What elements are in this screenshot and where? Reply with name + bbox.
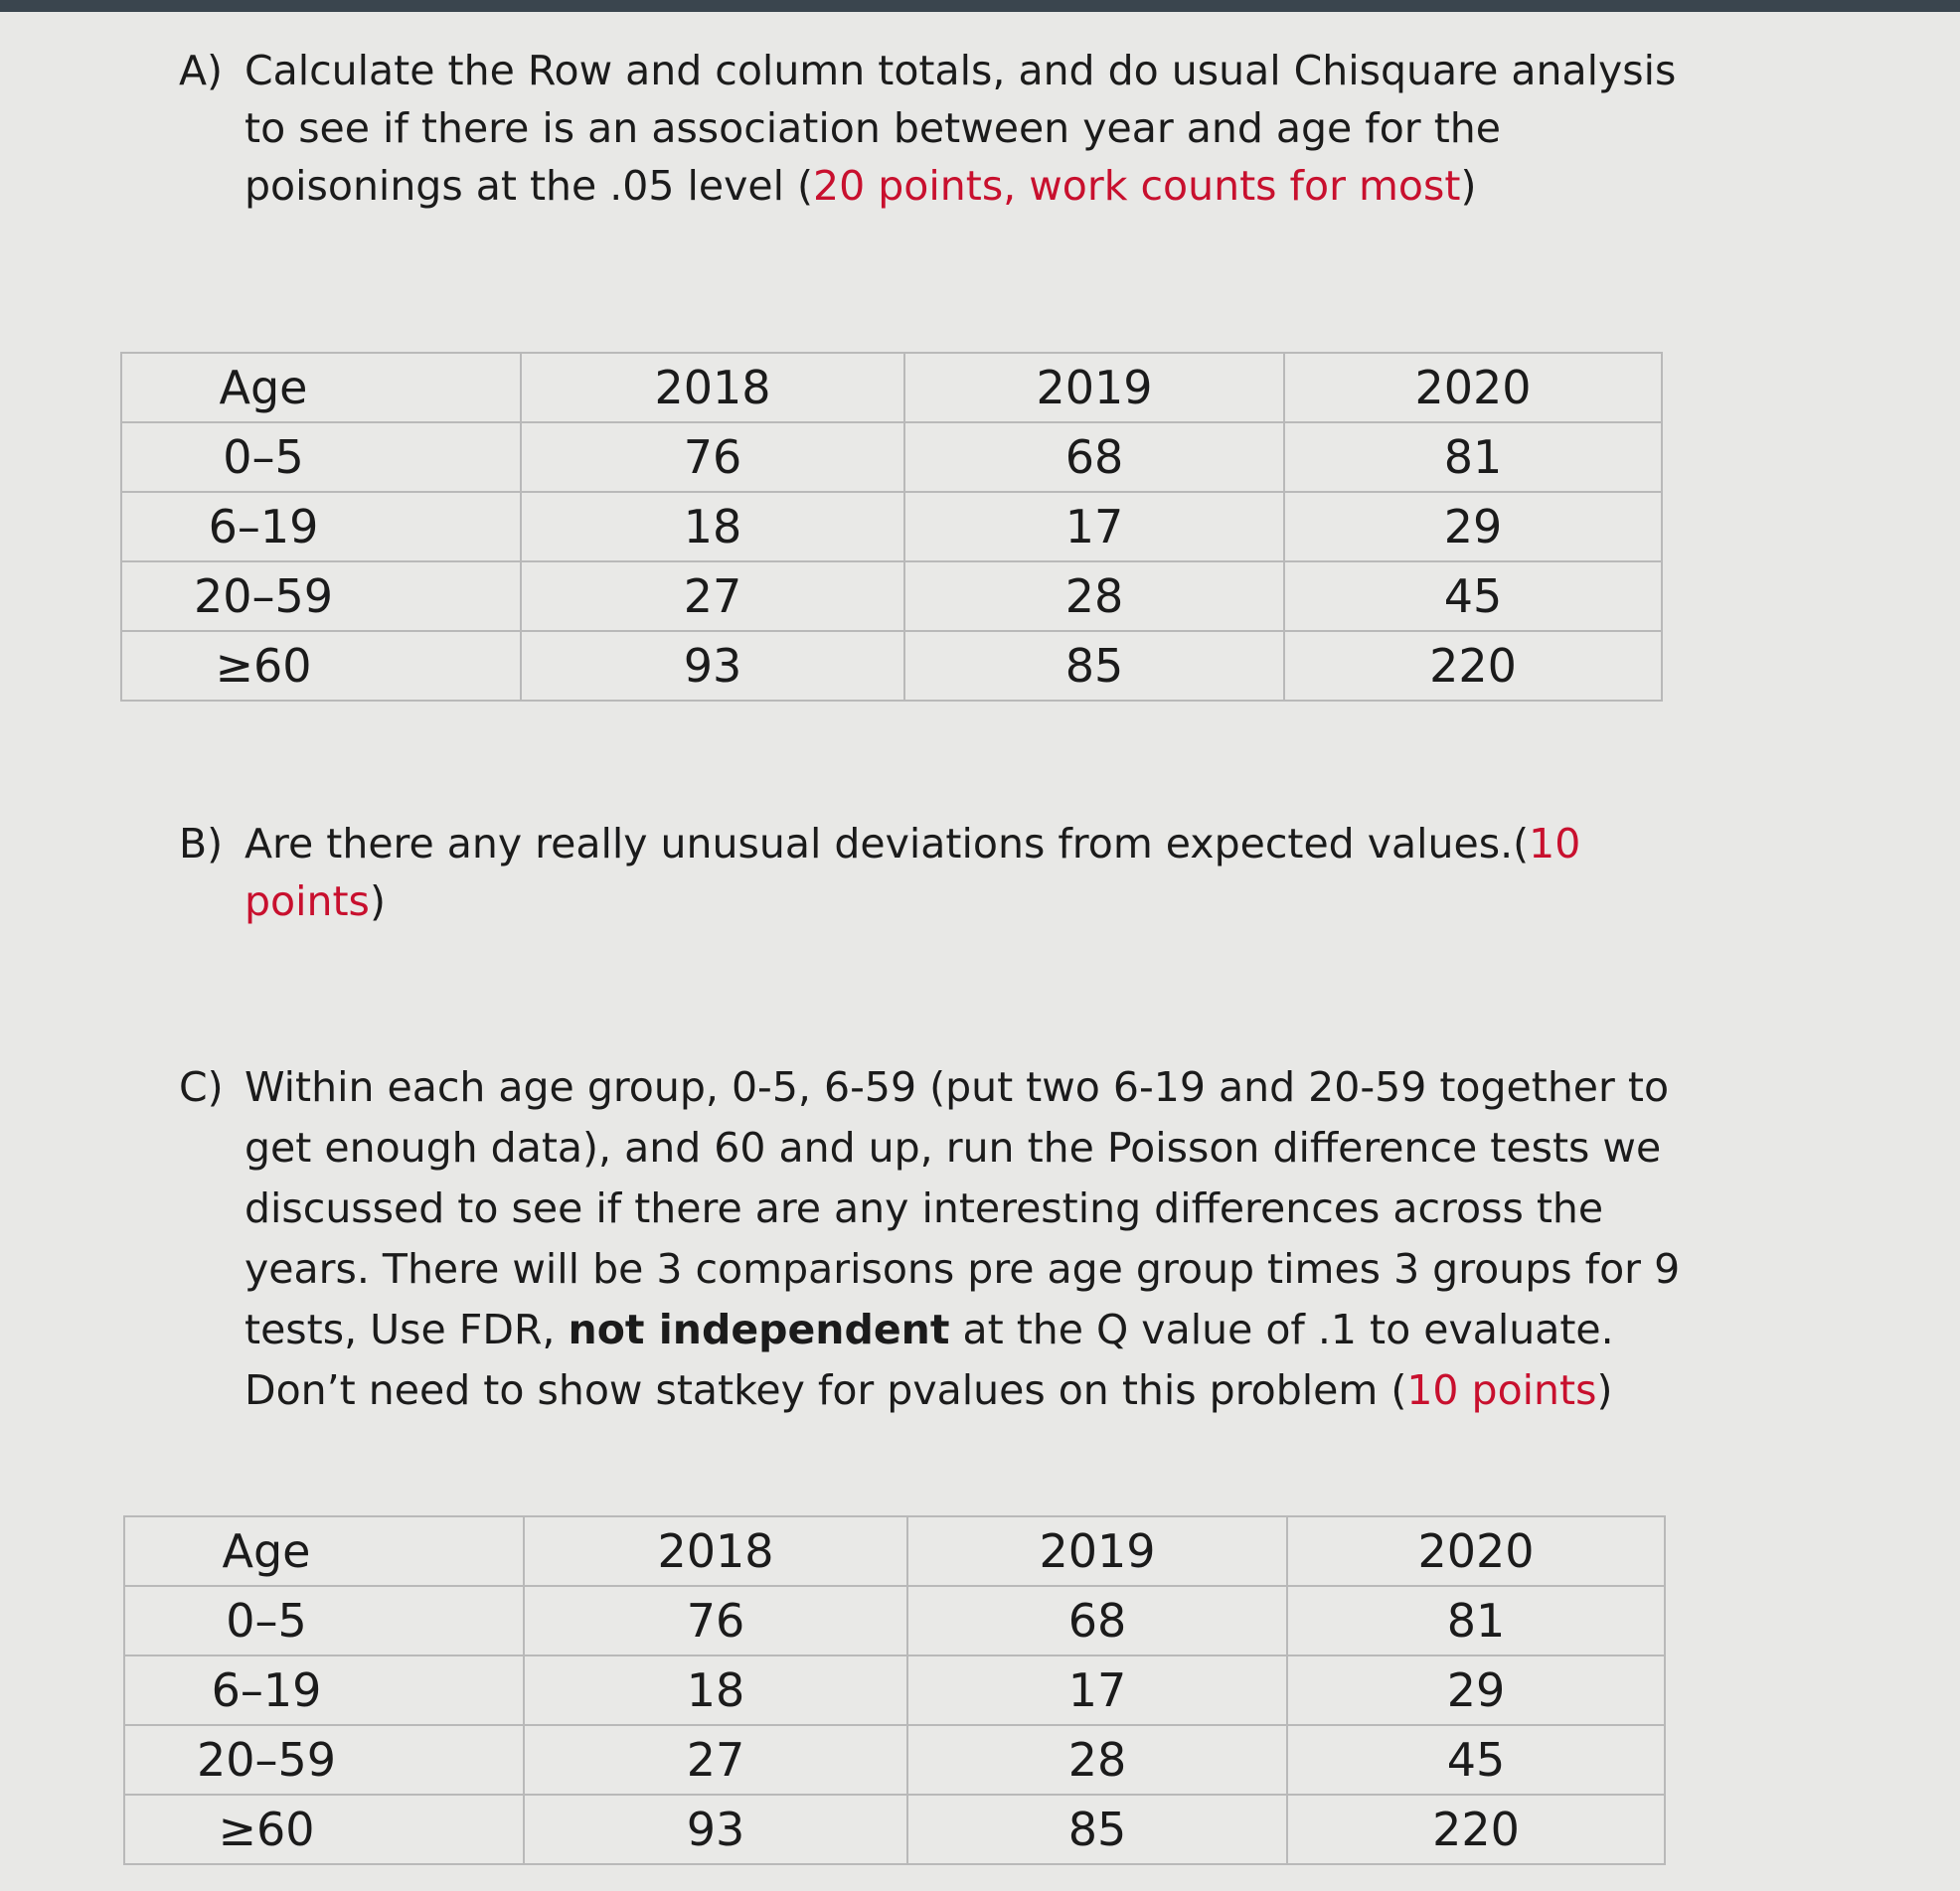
table-a [120,352,1663,702]
age-group-text: 0–5 [226,1594,307,1648]
header-text: 2020 [1417,1524,1535,1578]
count-text: 220 [1429,639,1517,693]
table-header-cell [907,1516,1287,1586]
table-row [124,1586,1665,1655]
question-b-body [245,815,1729,930]
table-cell [124,1725,524,1795]
count-text: 17 [1064,500,1124,553]
table-cell [1287,1795,1665,1864]
count-text: 28 [1064,569,1124,623]
table-cell [904,561,1284,631]
question-b-close: ) [369,877,386,925]
table-a-body [121,353,1662,701]
question-c-body [245,1057,1729,1421]
header-text: 2018 [657,1524,774,1578]
header-text: Age [219,361,308,414]
table-cell [1284,631,1662,701]
table-c-body [124,1516,1665,1864]
question-b-points: 10 points [245,820,1581,925]
count-text: 85 [1067,1803,1127,1856]
header-text: 2019 [1036,361,1153,414]
table-header-cell [904,353,1284,422]
header-text: 2020 [1414,361,1532,414]
table-header-cell [524,1516,907,1586]
age-group-text: 6–19 [208,500,319,553]
question-a [179,42,1729,215]
table-row [121,422,1662,492]
table-cell [907,1725,1287,1795]
table-c [123,1515,1666,1865]
count-text: 68 [1067,1594,1127,1648]
screen-top-edge [0,0,1960,12]
count-text: 68 [1064,430,1124,484]
count-text: 45 [1446,1733,1506,1787]
question-b-text: Are there any really unusual deviations from expected values.( [245,820,1530,867]
table-row [121,492,1662,561]
age-group-text: 20–59 [193,569,334,623]
table-cell [521,631,904,701]
count-text: 81 [1443,430,1503,484]
age-group-text: 20–59 [196,1733,337,1787]
count-text: 93 [686,1803,745,1856]
table-cell [907,1795,1287,1864]
table-row [124,1655,1665,1725]
question-c [179,1057,1729,1421]
table-cell [907,1655,1287,1725]
table-cell [1284,561,1662,631]
question-c-letter: C) [179,1063,224,1111]
table-row [121,631,1662,701]
table-cell [124,1655,524,1725]
count-text: 17 [1067,1663,1127,1717]
table-cell [904,422,1284,492]
table-cell [121,561,521,631]
header-text: 2019 [1039,1524,1156,1578]
header-text: 2018 [654,361,771,414]
count-text: 81 [1446,1594,1506,1648]
document-page [0,12,1960,1891]
question-c-points: 10 points [1406,1366,1597,1414]
table-cell [521,561,904,631]
table-cell [121,631,521,701]
table-cell [521,422,904,492]
table-row [124,1795,1665,1864]
table-header-cell [121,353,521,422]
table-cell [524,1725,907,1795]
question-b-letter: B) [179,820,224,867]
question-b [179,815,1729,930]
question-a-text: Calculate the Row and column totals, and do usual Chisquare analysis to see if there is an association between year and age for the poisonings at the .05 level ( [245,47,1677,210]
age-group-text: 0–5 [223,430,304,484]
table-cell [904,631,1284,701]
age-group-text: ≥60 [215,639,312,693]
age-group-text: ≥60 [218,1803,315,1856]
count-text: 27 [686,1733,745,1787]
table-cell [1284,492,1662,561]
table-cell [907,1586,1287,1655]
count-text: 28 [1067,1733,1127,1787]
table-header-cell [124,1516,524,1586]
table-cell [1287,1725,1665,1795]
count-text: 29 [1446,1663,1506,1717]
header-text: Age [222,1524,311,1578]
table-cell [521,492,904,561]
count-text: 76 [686,1594,745,1648]
table-cell [121,422,521,492]
question-c-text-1: Within each age group, 0-5, 6-59 (put two 6-19 and 20-59 together to get enough data), and 60 and up, run the Poisson difference tests we discussed to see if there are any interesting differences across the years. There will be 3 comparisons pre age group times 3 groups for 9 tests, Use FDR, [245,1063,1681,1353]
count-text: 18 [686,1663,745,1717]
question-a-body [245,42,1729,215]
question-c-bold: not independent [568,1306,950,1353]
count-text: 93 [683,639,742,693]
table-header-cell [521,353,904,422]
count-text: 76 [683,430,742,484]
question-a-close: ) [1460,162,1477,210]
count-text: 85 [1064,639,1124,693]
count-text: 27 [683,569,742,623]
table-cell [1287,1655,1665,1725]
age-group-text: 6–19 [211,1663,322,1717]
table-cell [1287,1586,1665,1655]
count-text: 29 [1443,500,1503,553]
count-text: 18 [683,500,742,553]
count-text: 220 [1432,1803,1520,1856]
table-cell [1284,422,1662,492]
question-a-points: 20 points, work counts for most [813,162,1461,210]
question-c-close: ) [1596,1366,1613,1414]
question-a-letter: A) [179,47,224,94]
table-cell [124,1795,524,1864]
table-cell [904,492,1284,561]
table-row [124,1725,1665,1795]
count-text: 45 [1443,569,1503,623]
table-cell [524,1655,907,1725]
table-cell [121,492,521,561]
table-cell [124,1586,524,1655]
question-c-text-2: at the Q value of .1 to evaluate. Don’t need to show statkey for pvalues on this problem ( [245,1306,1614,1414]
table-header-row [121,353,1662,422]
table-header-cell [1287,1516,1665,1586]
table-row [121,561,1662,631]
table-cell [524,1586,907,1655]
table-header-cell [1284,353,1662,422]
table-header-row [124,1516,1665,1586]
table-cell [524,1795,907,1864]
